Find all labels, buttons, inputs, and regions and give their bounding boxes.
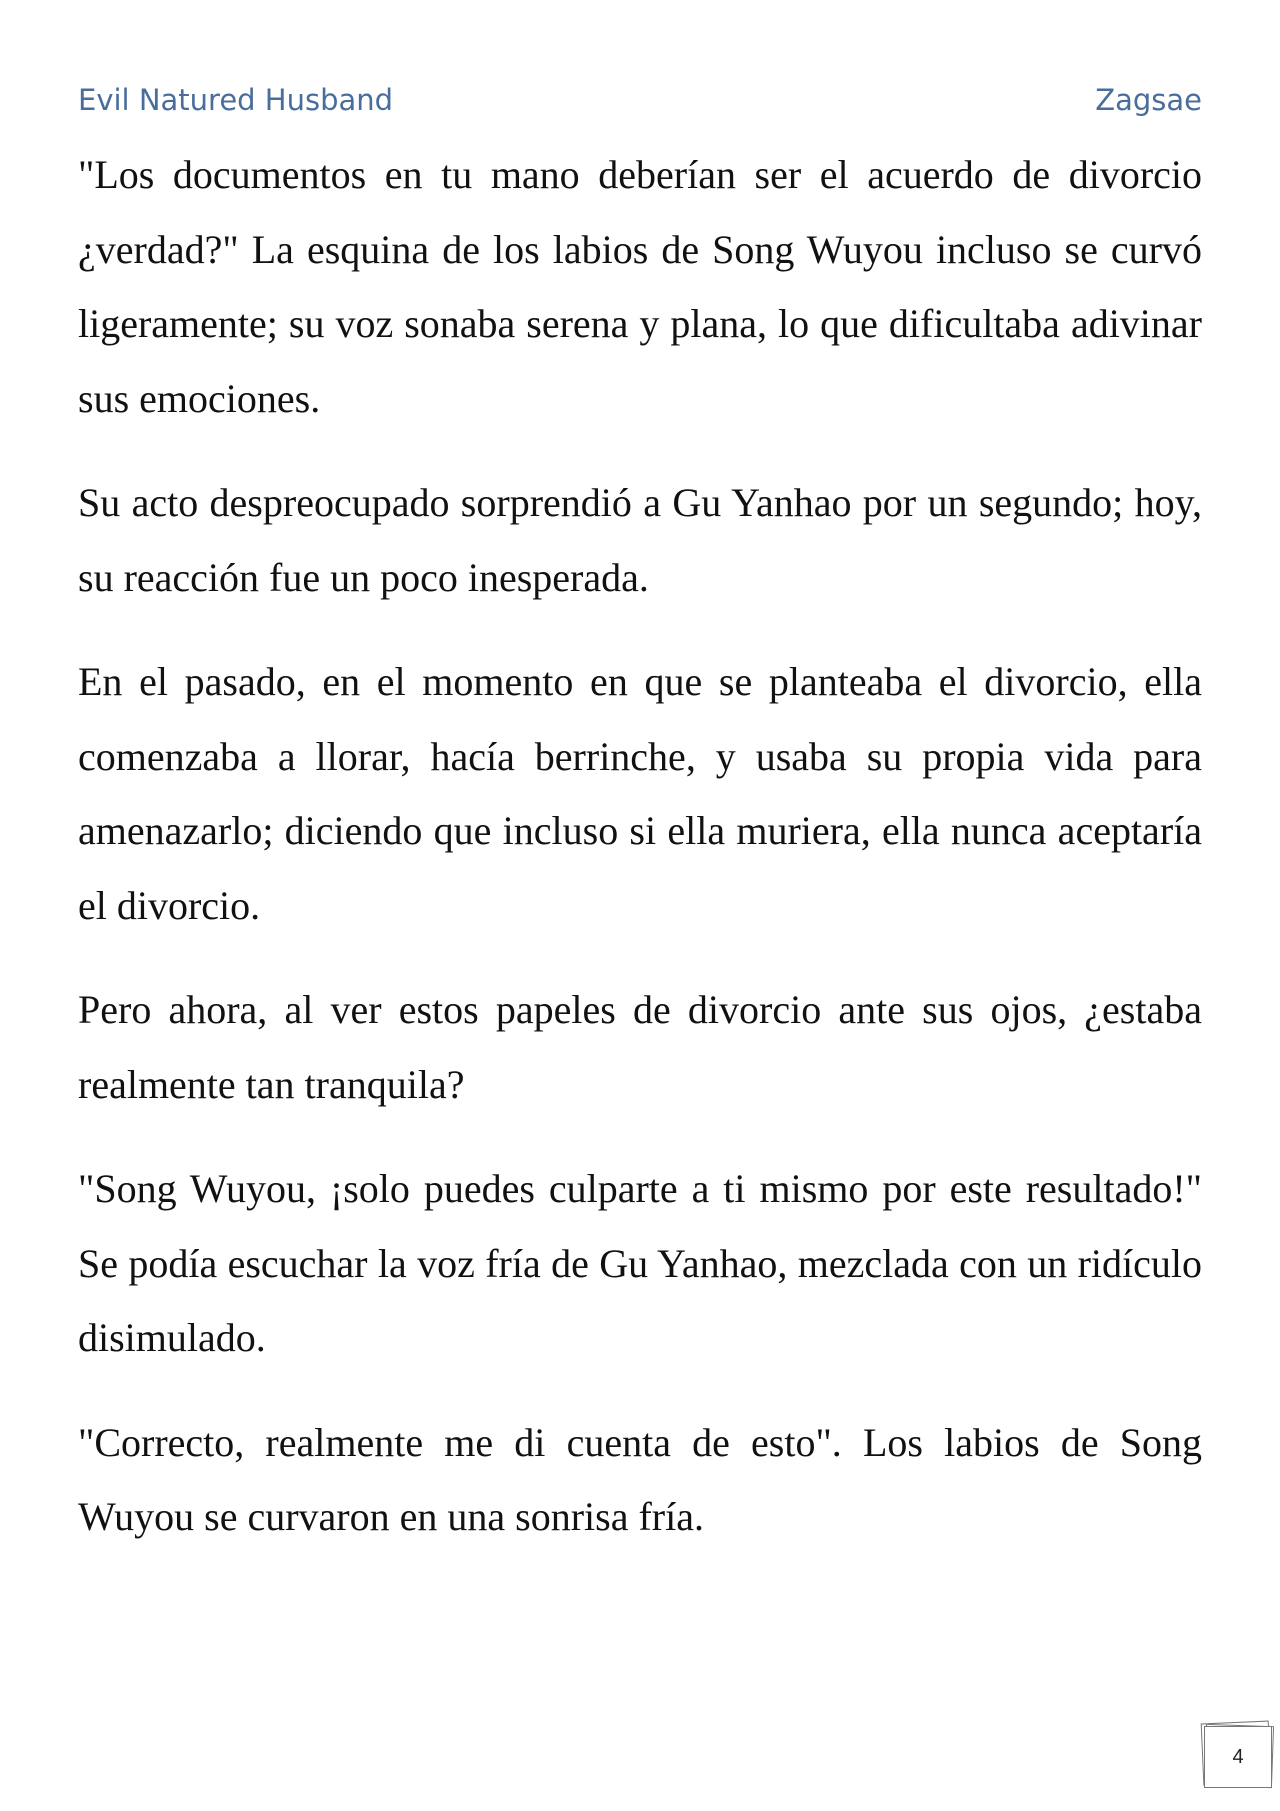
page-number: 4 [1204,1726,1272,1788]
paragraph-1: "Los documentos en tu mano deberían ser el acuerdo de divorcio ¿verdad?" La esquina de los labios de Song Wuyou incluso se curvó ligeramente; su voz sonaba serena y plana, lo que dificultaba adivinar sus emociones. [78,152,1202,421]
page-number-box [1202,1722,1274,1790]
paragraph-3: En el pasado, en el momento en que se planteaba el divorcio, ella comenzaba a llorar, hacía berrinche, y usaba su propia vida para amenazarlo; diciendo que incluso si ella muriera, ella nunca aceptaría el divorcio. [78,659,1202,928]
paragraph-5: "Song Wuyou, ¡solo puedes culparte a ti mismo por este resultado!" Se podía escuchar la voz fría de Gu Yanhao, mezclada con un ridículo disimulado. [78,1166,1202,1360]
paragraph-2: Su acto despreocupado sorprendió a Gu Yanhao por un segundo; hoy, su reacción fue un poco inesperada. [78,480,1202,600]
running-header [78,78,1202,122]
body-text [78,138,1202,1585]
paragraph-6: "Correcto, realmente me di cuenta de esto". Los labios de Song Wuyou se curvaron en una sonrisa fría. [78,1419,1202,1539]
paragraph-4: Pero ahora, al ver estos papeles de divorcio ante sus ojos, ¿estaba realmente tan tranquila? [78,987,1202,1107]
header-author: Zagsae [1095,83,1202,117]
header-book-title: Evil Natured Husband [78,83,394,117]
